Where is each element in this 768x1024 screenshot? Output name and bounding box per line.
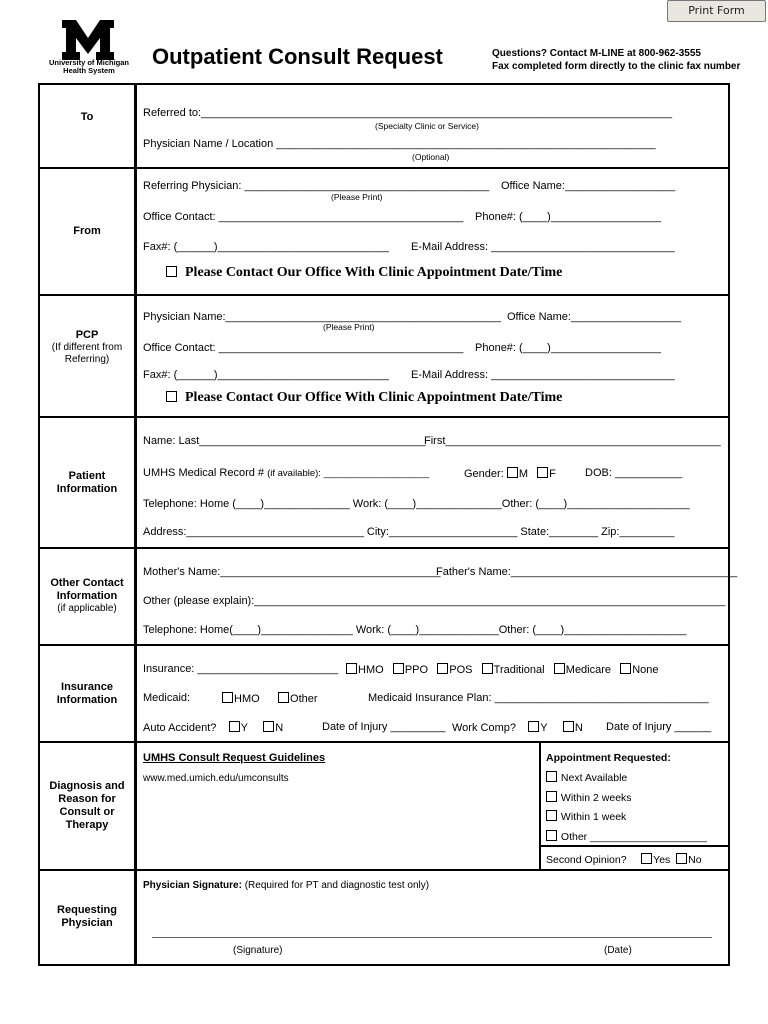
appointment-box-divider [541, 845, 728, 847]
divider [38, 547, 730, 549]
insurance-field[interactable]: Insurance: _______________________ [143, 663, 339, 675]
guidelines-link[interactable]: UMHS Consult Request Guidelines [143, 752, 326, 764]
physician-signature-note: Physician Signature: (Required for PT and diagnostic test only) [143, 880, 430, 891]
medicare-checkbox[interactable] [554, 663, 565, 674]
work-comp-field: Work Comp? Y N [452, 722, 583, 734]
guidelines-url[interactable]: www.med.umich.edu/umconsults [143, 773, 289, 784]
divider [38, 294, 730, 296]
next-available-option[interactable]: Next Available [546, 771, 627, 784]
patient-last-name-field[interactable]: Name: Last_____________________________________ [143, 435, 426, 447]
section-label-patient: Patient Information [56, 470, 118, 495]
medicaid-options: HMO Other [222, 692, 318, 705]
page-title: Outpatient Consult Request [152, 44, 443, 69]
section-label-from: From [73, 225, 101, 237]
pcp-office-name-field[interactable]: Office Name:__________________ [507, 311, 682, 323]
referring-physician-field[interactable]: Referring Physician: ________________________________________ [143, 180, 490, 192]
section-label-pcp: PCP (If different from Referring) [51, 329, 123, 365]
date-of-injury-field[interactable]: Date of Injury _________ [322, 721, 446, 733]
pcp-physician-name-field[interactable]: Physician Name:_____________________________________________ [143, 311, 501, 323]
father-name-field[interactable]: Father's Name:_____________________________________ [436, 566, 738, 578]
from-phone-field[interactable]: Phone#: (____)__________________ [475, 211, 661, 223]
checkbox[interactable] [546, 771, 557, 782]
second-opinion-field: Second Opinion? Yes No [546, 854, 702, 866]
auto-accident-field: Auto Accident? Y N [143, 722, 284, 734]
none-checkbox[interactable] [620, 663, 631, 674]
divider [38, 869, 730, 871]
ppo-checkbox[interactable] [393, 663, 404, 674]
dob-field[interactable]: DOB: ___________ [585, 467, 683, 479]
medicaid-hmo-checkbox[interactable] [222, 692, 233, 703]
pcp-office-contact-field[interactable]: Office Contact: ________________________________________ [143, 342, 464, 354]
patient-telephone-field[interactable]: Telephone: Home (____)______________ Work: (____)______________Other: (____)____________________ [143, 498, 690, 510]
medicaid-other-checkbox[interactable] [278, 692, 289, 703]
section-label-insurance: Insurance Information [56, 681, 118, 706]
divider [38, 644, 730, 646]
divider [38, 741, 730, 743]
medicaid-label: Medicaid: [143, 692, 191, 704]
pos-checkbox[interactable] [437, 663, 448, 674]
checkbox[interactable] [546, 810, 557, 821]
from-contact-request: Please Contact Our Office With Clinic Appointment Date/Time [166, 265, 562, 281]
divider [38, 167, 730, 169]
workcomp-no-checkbox[interactable] [563, 721, 574, 732]
pcp-email-field[interactable]: E-Mail Address: ______________________________ [411, 369, 675, 381]
other-contact-telephone-field[interactable]: Telephone: Home(____)_______________ Work: (____)_____________Other: (____)____________________ [143, 624, 687, 636]
logo-text: University of Michigan Health System [48, 58, 129, 75]
auto-yes-checkbox[interactable] [229, 721, 240, 732]
print-form-button[interactable]: Print Form [667, 0, 766, 22]
checkbox[interactable] [166, 391, 177, 402]
patient-address-field[interactable]: Address:_____________________________ City:_____________________ State:________ Zip:_________ [143, 526, 675, 538]
pcp-phone-field[interactable]: Phone#: (____)__________________ [475, 342, 661, 354]
second-opinion-no-checkbox[interactable] [676, 853, 687, 864]
label-column-divider [134, 83, 137, 966]
date-hint: (Date) [604, 945, 632, 956]
pcp-contact-request: Please Contact Our Office With Clinic Appointment Date/Time [166, 390, 562, 406]
from-email-field[interactable]: E-Mail Address: ______________________________ [411, 241, 675, 253]
from-office-contact-field[interactable]: Office Contact: ________________________________________ [143, 211, 464, 223]
auto-no-checkbox[interactable] [263, 721, 274, 732]
appointment-requested-title: Appointment Requested: [546, 752, 671, 764]
checkbox[interactable] [546, 791, 557, 802]
pcp-fax-field[interactable]: Fax#: (______)____________________________ [143, 369, 389, 381]
from-fax-field[interactable]: Fax#: (______)____________________________ [143, 241, 389, 253]
section-label-diagnosis: Diagnosis and Reason for Consult or Therapy [49, 780, 125, 831]
checkbox[interactable] [166, 266, 177, 277]
patient-first-name-field[interactable]: First_____________________________________________ [424, 435, 721, 447]
date-of-injury-2-field[interactable]: Date of Injury ______ [606, 721, 712, 733]
traditional-checkbox[interactable] [482, 663, 493, 674]
medical-record-field[interactable]: UMHS Medical Record # (if available): ____________________ [143, 467, 430, 479]
other-explain-field[interactable]: Other (please explain):_____________________________________________________________________________ [143, 595, 726, 607]
within-2-weeks-option[interactable]: Within 2 weeks [546, 791, 632, 804]
checkbox[interactable] [546, 830, 557, 841]
hmo-checkbox[interactable] [346, 663, 357, 674]
header-contact: Questions? Contact M-LINE at 800-962-3555 Fax completed form directly to the clinic fax number [492, 48, 741, 72]
university-logo-icon [60, 20, 116, 60]
second-opinion-yes-checkbox[interactable] [641, 853, 652, 864]
medicaid-plan-field[interactable]: Medicaid Insurance Plan: ___________________________________ [368, 692, 709, 704]
section-label-other-contact: Other Contact Information (if applicable) [50, 577, 124, 614]
signature-line[interactable] [152, 937, 712, 938]
please-print-hint: (Please Print) [323, 322, 375, 332]
workcomp-yes-checkbox[interactable] [528, 721, 539, 732]
appointment-box-divider [539, 743, 541, 869]
section-label-to: To [80, 111, 94, 123]
please-print-hint: (Please Print) [331, 192, 383, 202]
referred-hint: (Specialty Clinic or Service) [375, 121, 479, 131]
referred-to-field[interactable]: Referred to:_____________________________________________________________________________ [143, 107, 673, 119]
signature-hint: (Signature) [233, 945, 283, 956]
physician-location-field[interactable]: Physician Name / Location ______________________________________________________________ [143, 138, 656, 150]
section-label-requesting: Requesting Physician [57, 904, 117, 929]
gender-f-checkbox[interactable] [537, 467, 548, 478]
mother-name-field[interactable]: Mother's Name:____________________________________ [143, 566, 441, 578]
insurance-type-options: HMO PPO POS Traditional Medicare None [346, 663, 659, 676]
divider [38, 416, 730, 418]
gender-m-checkbox[interactable] [507, 467, 518, 478]
gender-field: Gender: M F [464, 468, 556, 480]
within-1-week-option[interactable]: Within 1 week [546, 810, 626, 823]
from-office-name-field[interactable]: Office Name:__________________ [501, 180, 676, 192]
other-option[interactable]: Other ____________________ [546, 830, 707, 843]
physician-hint: (Optional) [412, 152, 450, 162]
